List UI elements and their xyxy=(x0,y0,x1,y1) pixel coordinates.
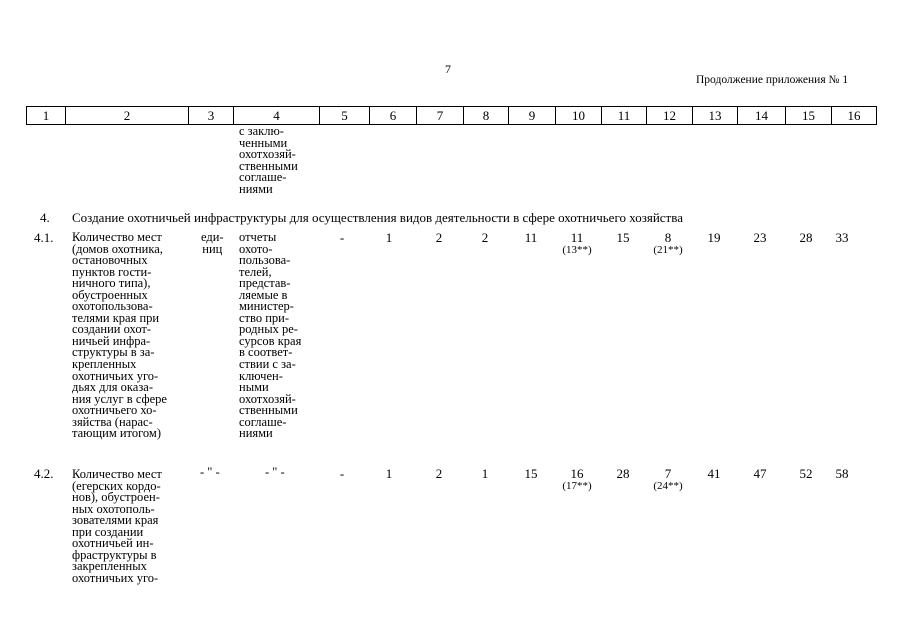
value-col7: 2 xyxy=(435,466,443,481)
value-col10-note: (13**) xyxy=(562,244,592,256)
value-col8: 2 xyxy=(481,230,489,245)
header-cell: 8 xyxy=(464,107,509,125)
row-number: 4.2. xyxy=(34,466,54,481)
value-col6: 1 xyxy=(385,230,393,245)
value-col6: 1 xyxy=(385,466,393,481)
value-col16: 58 xyxy=(835,466,849,481)
section-title: Создание охотничьей инфраструктуры для осуществления видов деятельности в сфере охотничьего хозяйства xyxy=(72,210,683,225)
header-cell: 2 xyxy=(66,107,189,125)
value-col15: 28 xyxy=(799,230,813,245)
header-cell: 5 xyxy=(320,107,370,125)
header-cell: 9 xyxy=(509,107,556,125)
column-header-table xyxy=(26,106,877,125)
data-source: отчеты охото- пользова- телей, представ- ляемые в министер- ство при- родных ре- сурсов края в соответ- ствии с за- ключен- ными охотхозяй- ственными соглаше- ниями xyxy=(239,230,302,441)
appendix-continuation-label: Продолжение приложения № 1 xyxy=(696,74,849,86)
continued-source-text: с заклю- ченными охотхозяй- ственными соглаше- ниями xyxy=(239,124,298,196)
unit-of-measure: - " - xyxy=(200,465,220,479)
header-cell: 3 xyxy=(189,107,234,125)
value-col8: 1 xyxy=(481,466,489,481)
header-cell: 10 xyxy=(556,107,602,125)
header-cell: 16 xyxy=(832,107,877,125)
column-header-row xyxy=(27,107,877,125)
value-col13: 19 xyxy=(707,230,721,245)
value-col7: 2 xyxy=(435,230,443,245)
value-col12-note: (21**) xyxy=(653,244,683,256)
indicator-name: Количество мест (домов охотника, остановочных пунктов гости- ничного типа), обустроенных охотопользова- телями края при создании охот- ничьей инфра- структуры в за- крепленных охотничьих уго- дьях для оказа- ния услуг в сфере охотничьего хо- зяйства (нарас- тающим итогом) xyxy=(72,230,167,441)
header-cell: 6 xyxy=(370,107,417,125)
header-cell: 11 xyxy=(602,107,647,125)
value-col11: 15 xyxy=(616,230,630,245)
value-col14: 47 xyxy=(753,466,767,481)
row-number: 4.1. xyxy=(34,230,54,245)
header-cell: 7 xyxy=(417,107,464,125)
value-col12: 8 xyxy=(664,230,672,245)
header-cell: 13 xyxy=(693,107,738,125)
header-cell: 14 xyxy=(738,107,786,125)
value-col15: 52 xyxy=(799,466,813,481)
header-cell: 4 xyxy=(234,107,320,125)
value-col16: 33 xyxy=(835,230,849,245)
value-col9: 15 xyxy=(524,466,538,481)
page-number: 7 xyxy=(445,62,451,76)
value-col14: 23 xyxy=(753,230,767,245)
data-source: - " - xyxy=(265,465,285,479)
value-col5: - xyxy=(339,230,345,245)
value-col10: 16 xyxy=(570,466,584,481)
value-col11: 28 xyxy=(616,466,630,481)
value-col13: 41 xyxy=(707,466,721,481)
value-col10: 11 xyxy=(570,230,584,245)
indicator-name: Количество мест (егерских кордо- нов), обустроен- ных охотополь- зователями края при создании охотничьей ин- фраструктуры в закрепленных охотничьих уго- xyxy=(72,467,162,585)
value-col9: 11 xyxy=(524,230,538,245)
value-col5: - xyxy=(339,466,345,481)
header-cell: 15 xyxy=(786,107,832,125)
value-col12-note: (24**) xyxy=(653,480,683,492)
header-cell: 12 xyxy=(647,107,693,125)
header-cell: 1 xyxy=(27,107,66,125)
section-number: 4. xyxy=(40,210,50,225)
value-col12: 7 xyxy=(664,466,672,481)
value-col10-note: (17**) xyxy=(562,480,592,492)
unit-of-measure: еди- ниц xyxy=(201,230,224,256)
